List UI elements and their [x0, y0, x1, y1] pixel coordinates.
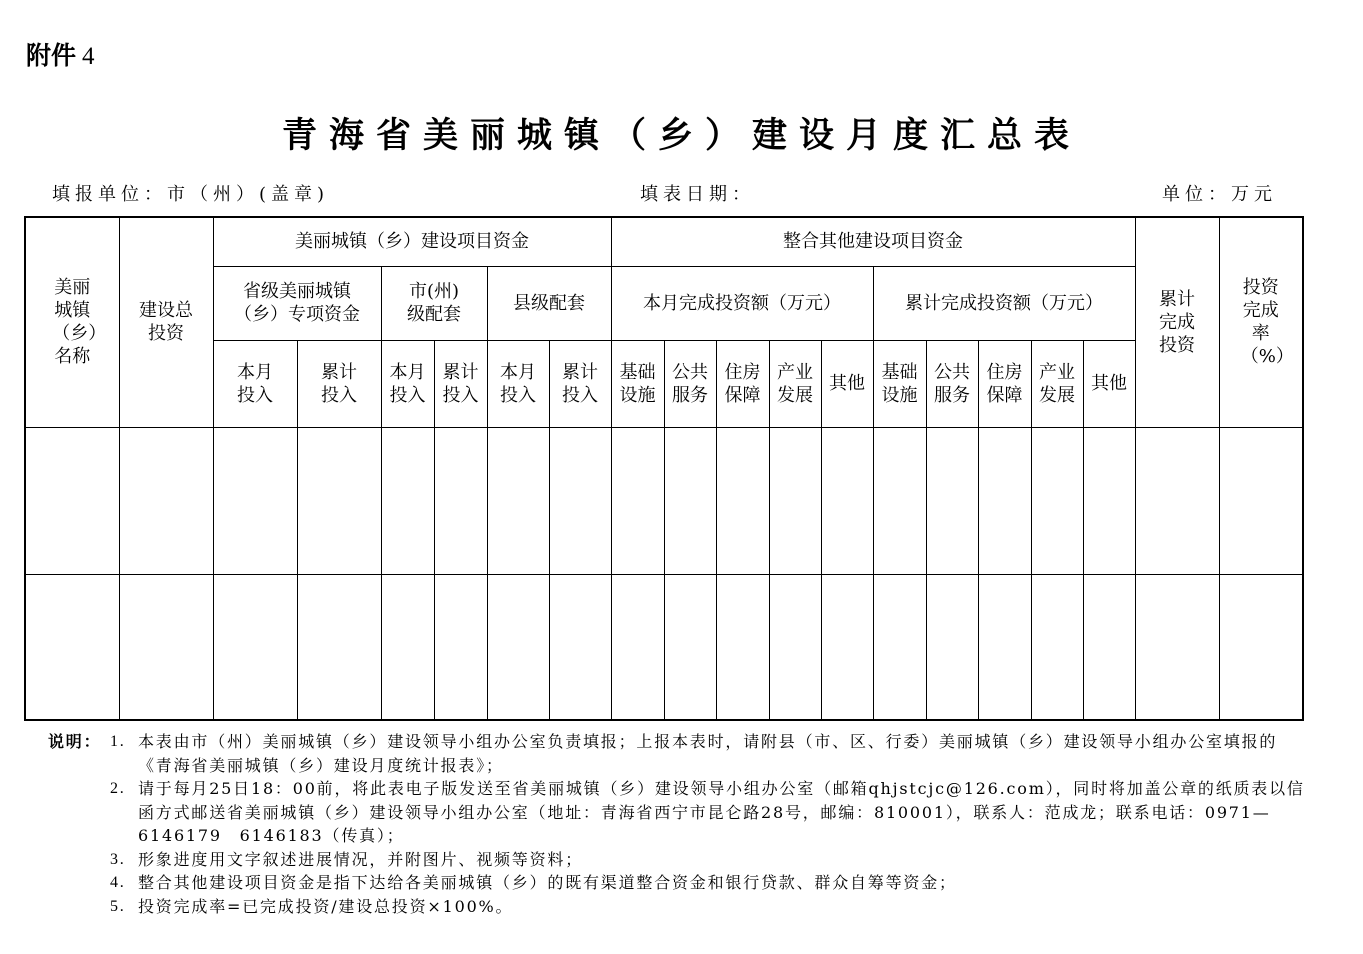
table-cell[interactable]	[381, 427, 434, 574]
header-cum-input: 累计投入	[297, 340, 381, 427]
header-town-name: 美丽城镇（乡）名称	[25, 217, 119, 427]
header-category: 产业发展	[1031, 340, 1083, 427]
header-category: 住房保障	[978, 340, 1031, 427]
table-cell[interactable]	[297, 574, 381, 720]
header-county-matching: 县级配套	[487, 266, 611, 340]
table-cell[interactable]	[716, 427, 769, 574]
header-cumulative-investment: 累计完成投资	[1135, 217, 1219, 427]
header-beauty-funds: 美丽城镇（乡）建设项目资金	[213, 217, 611, 266]
table-cell[interactable]	[549, 427, 611, 574]
table-cell[interactable]	[1135, 574, 1219, 720]
filler-unit: 填报单位：市（州）(盖章)	[52, 184, 330, 205]
note-number: 1.	[110, 733, 126, 750]
table-cell[interactable]	[1031, 574, 1083, 720]
attachment-text: 附件	[26, 41, 77, 70]
header-month-input: 本月投入	[381, 340, 434, 427]
header-category: 其他	[1083, 340, 1135, 427]
header-city-matching: 市(州)级配套	[381, 266, 487, 340]
header-category: 住房保障	[716, 340, 769, 427]
header-provincial-funds: 省级美丽城镇（乡）专项资金	[213, 266, 381, 340]
header-total-investment: 建设总投资	[119, 217, 213, 427]
table-cell[interactable]	[716, 574, 769, 720]
note-item	[48, 871, 1308, 895]
table-cell[interactable]	[25, 427, 119, 574]
header-category: 公共服务	[664, 340, 716, 427]
table-cell[interactable]	[769, 574, 821, 720]
note-number: 5.	[110, 897, 126, 915]
note-text: 形象进度用文字叙述进展情况，并附图片、视频等资料；	[138, 849, 584, 869]
table-cell[interactable]	[611, 574, 664, 720]
table-cell[interactable]	[873, 427, 926, 574]
note-number: 2.	[110, 780, 126, 797]
table-cell[interactable]	[769, 427, 821, 574]
table-cell[interactable]	[664, 574, 716, 720]
table-cell[interactable]	[664, 427, 716, 574]
table-cell[interactable]	[1219, 427, 1303, 574]
fill-date: 填表日期：	[640, 184, 755, 205]
currency-unit: 单位：万元	[1162, 184, 1277, 205]
table-cell[interactable]	[926, 574, 978, 720]
table-cell[interactable]	[119, 427, 213, 574]
note-text: 整合其他建设项目资金是指下达给各美丽城镇（乡）的既有渠道整合资金和银行贷款、群众自筹等资金；	[138, 873, 957, 892]
table-cell[interactable]	[978, 427, 1031, 574]
table-cell[interactable]	[297, 427, 381, 574]
attachment-number: 4	[82, 43, 95, 70]
attachment-label	[26, 36, 95, 72]
header-category: 产业发展	[769, 340, 821, 427]
table-cell[interactable]	[1219, 574, 1303, 720]
table-cell[interactable]	[978, 574, 1031, 720]
table-cell[interactable]	[1083, 574, 1135, 720]
table-cell[interactable]	[873, 574, 926, 720]
notes-section	[48, 730, 1308, 918]
table-cell[interactable]	[487, 427, 549, 574]
header-category: 其他	[821, 340, 873, 427]
table-cell[interactable]	[926, 427, 978, 574]
page-title: 青海省美丽城镇（乡）建设月度汇总表	[281, 116, 1081, 156]
table-cell[interactable]	[213, 427, 297, 574]
header-category: 基础设施	[873, 340, 926, 427]
table-row	[25, 574, 1303, 720]
note-item	[48, 895, 1308, 919]
note-item	[48, 777, 1308, 848]
table-cell[interactable]	[821, 574, 873, 720]
notes-lead: 说明：	[48, 732, 102, 751]
table-cell[interactable]	[1031, 427, 1083, 574]
note-text: 本表由市（州）美丽城镇（乡）建设领导小组办公室负责填报；上报本表时，请附县（市、区、行委）美丽城镇（乡）建设领导小组办公室填报的《青海省美丽城镇（乡）建设月度统计报表》；	[138, 732, 1278, 775]
header-category: 公共服务	[926, 340, 978, 427]
table-cell[interactable]	[434, 574, 487, 720]
table-cell[interactable]	[821, 427, 873, 574]
note-text: 投资完成率=已完成投资/建设总投资×100%。	[138, 896, 514, 916]
header-month-completed: 本月完成投资额（万元）	[611, 266, 873, 340]
header-completion-rate: 投资完成率（%）	[1219, 217, 1303, 427]
header-month-input: 本月投入	[487, 340, 549, 427]
table-cell[interactable]	[611, 427, 664, 574]
table-cell[interactable]	[1083, 427, 1135, 574]
table-row	[25, 427, 1303, 574]
table-cell[interactable]	[487, 574, 549, 720]
table-cell[interactable]	[213, 574, 297, 720]
header-integrated-funds: 整合其他建设项目资金	[611, 217, 1135, 266]
header-month-input: 本月投入	[213, 340, 297, 427]
note-number: 3.	[110, 850, 126, 868]
header-cumulative-completed: 累计完成投资额（万元）	[873, 266, 1135, 340]
table-cell[interactable]	[434, 427, 487, 574]
note-item	[48, 848, 1308, 872]
table-cell[interactable]	[119, 574, 213, 720]
summary-table	[24, 216, 1304, 721]
note-number: 4.	[110, 874, 126, 891]
header-cum-input: 累计投入	[549, 340, 611, 427]
header-category: 基础设施	[611, 340, 664, 427]
table-cell[interactable]	[1135, 427, 1219, 574]
table-cell[interactable]	[549, 574, 611, 720]
table-cell[interactable]	[381, 574, 434, 720]
table-cell[interactable]	[25, 574, 119, 720]
note-item	[48, 730, 1308, 777]
note-text: 请于每月25日18：00前，将此表电子版发送至省美丽城镇（乡）建设领导小组办公室（邮箱qhjstcjc@126.com），同时将加盖公章的纸质表以信函方式邮送省美丽城镇（乡）建设领导小组办公室（地址：青海省西宁市昆仑路28号，邮编：810001），联系人：范成龙；联系电话：0971—6146179 6146183（传真）；	[138, 779, 1305, 845]
header-cum-input: 累计投入	[434, 340, 487, 427]
